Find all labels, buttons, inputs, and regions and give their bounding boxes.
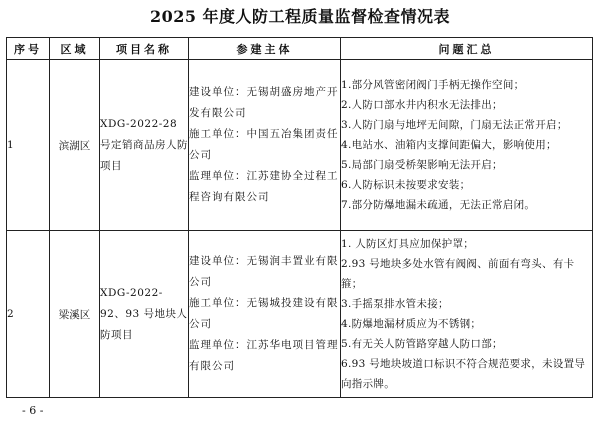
header-parties: 参建主体 [189, 38, 341, 60]
row-project-name: XDG-2022-28 号定销商品房人防项目 [100, 60, 189, 231]
issue-item: 7.部分防爆地漏未疏通，无法正常启闭。 [341, 199, 536, 211]
party-supervisor: 监理单位：江苏华电项目管理有限公司 [189, 339, 339, 372]
issue-item: 4.防爆地漏材质应为不锈钢； [341, 318, 482, 330]
party-construction: 建设单位：无锡胡盛房地产开发有限公司 [189, 86, 339, 119]
header-area: 区域 [50, 38, 100, 60]
row-area: 梁溪区 [50, 231, 100, 398]
party-builder: 施工单位：无锡城投建设有限公司 [189, 297, 339, 330]
row-parties [189, 231, 341, 398]
row-project-name: XDG-2022-92、93 号地块人防项目 [100, 231, 189, 398]
header-project: 项目名称 [100, 38, 189, 60]
issue-item: 2.人防口部水井内积水无法排出； [341, 99, 503, 111]
page-title: 2025 年度人防工程质量监督检查情况表 [149, 7, 451, 26]
table-row [7, 231, 593, 398]
issue-item: 3.人防门扇与地坪无间隙，门扇无法正常开启； [341, 119, 568, 131]
issue-item: 1.部分风管密闭阀门手柄无操作空间； [341, 79, 525, 91]
row-parties [189, 60, 341, 231]
issue-item: 4.电站水、油箱内支撑间距偏大，影响使用； [341, 139, 557, 151]
party-builder: 施工单位：中国五冶集团责任公司 [189, 128, 339, 161]
row-issues [341, 231, 593, 398]
issue-item: 5.有无关人防管路穿越人防口部； [341, 338, 503, 350]
issue-item: 6.人防标识未按要求安装； [341, 179, 471, 191]
issue-item: 1. 人防区灯具应加保护罩； [341, 238, 475, 250]
issue-item: 6.93 号地块坡道口标识不符合规范要求，未设置导向指示牌。 [341, 358, 586, 390]
page-number: - 6 - [22, 404, 44, 417]
row-area: 滨湖区 [50, 60, 100, 231]
header-issues: 问题汇总 [341, 38, 593, 60]
row-issues [341, 60, 593, 231]
row-seq: 2 [7, 231, 50, 398]
issue-item: 5.局部门扇受桥架影响无法开启； [341, 159, 503, 171]
table-row [7, 60, 593, 231]
issue-item: 2.93 号地块多处水管有阀阀、前面有弯头、有卡箍； [341, 258, 575, 290]
row-seq: 1 [7, 60, 50, 231]
table-header-row [7, 38, 593, 60]
header-seq: 序号 [7, 38, 50, 60]
issue-item: 3.手摇泵排水管未接； [341, 298, 449, 310]
party-supervisor: 监理单位：江苏建协全过程工程咨询有限公司 [189, 170, 339, 203]
inspection-table [6, 37, 593, 398]
party-construction: 建设单位：无锡润丰置业有限公司 [189, 255, 339, 288]
